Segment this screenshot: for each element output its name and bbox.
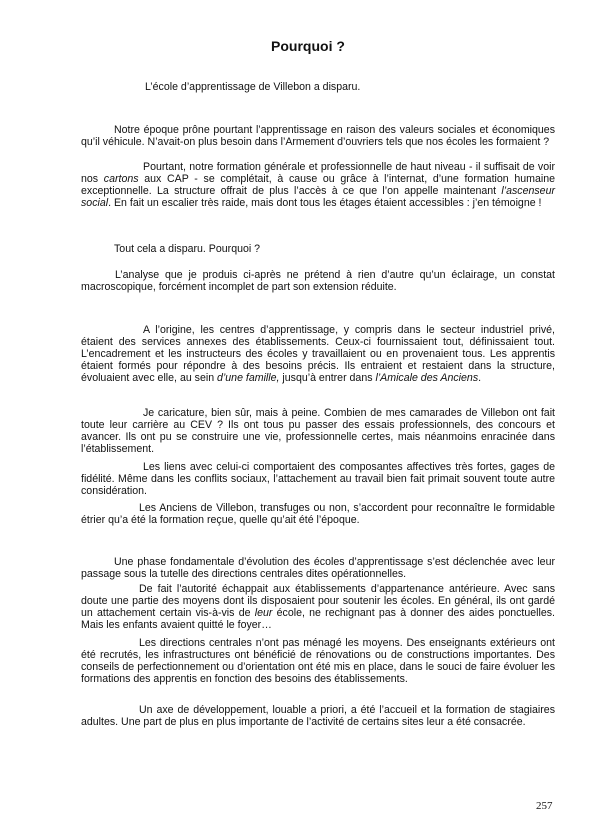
paragraph-12: Un axe de développement, louable a priori, a été l’accueil et la formation de stagiaires adultes. Une part de plus en plus importante de l’activité de certains sites leur a été consacrée. <box>81 704 555 728</box>
paragraph-4: L’analyse que je produis ci-après ne prétend à rien d’autre qu’un éclairage, un constat macroscopique, forcément incomplet de part son extension réduite. <box>81 269 555 293</box>
paragraph-8: Les Anciens de Villebon, transfuges ou non, s’accordent pour reconnaître le formidable étrier qu’a été la formation reçue, quelle qu’ait été l’époque. <box>81 502 555 526</box>
page-number: 257 <box>536 800 553 812</box>
paragraph-9: Une phase fondamentale d’évolution des écoles d’apprentissage s’est déclenchée avec leur passage sous la tutelle des directions centrales dites opérationnelles. <box>81 556 555 580</box>
paragraph-5: A l’origine, les centres d’apprentissage, y compris dans le secteur industriel privé, étaient des services annexes des établissements. Ceux-ci fournissaient tout, définissaient tout. L’encadrement et les instructeurs des écoles y travaillaient ou en provenaient tous. Les apprentis étaient formés pour répondre à des besoins précis. Ils entraient et restaient dans la structure, évoluaient avec elle, au sein d’une famille, jusqu’à entrer dans l’Amicale des Anciens. <box>81 324 555 384</box>
paragraph-7: Les liens avec celui-ci comportaient des composantes affectives très fortes, gages de fidélité. Même dans les conflits sociaux, l’attachement au travail bien fait primait souvent toute autre considération. <box>81 461 555 497</box>
intro-line: L’école d’apprentissage de Villebon a disparu. <box>145 81 361 93</box>
paragraph-3: Tout cela a disparu. Pourquoi ? <box>114 243 261 255</box>
paragraph-2: Pourtant, notre formation générale et professionnelle de haut niveau - il suffisait de voir nos cartons aux CAP - se complétait, à cause ou grâce à l’internat, d’une formation humaine exceptionnelle. La structure offrait de plus l’accès à ce que l’on appelle maintenant l’ascenseur social. En fait un escalier très raide, mais dont tous les étages étaient accessibles : j’en témoigne ! <box>81 161 555 209</box>
paragraph-1: Notre époque prône pourtant l’apprentissage en raison des valeurs sociales et économiques qu’il véhicule. N’avait-on plus besoin dans l’Armement d’ouvriers tels que nos écoles les formaient ? <box>81 124 555 148</box>
paragraph-10: De fait l’autorité échappait aux établissements d’appartenance antérieure. Avec sans doute une partie des moyens dont ils disposaient pour soutenir les écoles. En général, ils ont gardé un attachement certain vis-à-vis de leur école, ne rechignant pas à donner des aides ponctuelles. Mais les enfants avaient quitté le foyer… <box>81 583 555 631</box>
page-title: Pourquoi ? <box>271 38 345 54</box>
paragraph-6: Je caricature, bien sûr, mais à peine. Combien de mes camarades de Villebon ont fait toute leur carrière au CEV ? Ils ont tous pu passer des essais professionnels, des concours et avancer. Ils ont pu se construire une vie, professionnelle certes, mais néanmoins enracinée dans l’établissement. <box>81 407 555 455</box>
paragraph-11: Les directions centrales n’ont pas ménagé les moyens. Des enseignants extérieurs ont été recrutés, les infrastructures ont bénéficié de rénovations ou de constructions importantes. Des conseils de perfectionnement ou d’orientation ont été mis en place, dans le souci de faire évoluer les formations des apprentis en fonction des besoins des établissements. <box>81 637 555 685</box>
